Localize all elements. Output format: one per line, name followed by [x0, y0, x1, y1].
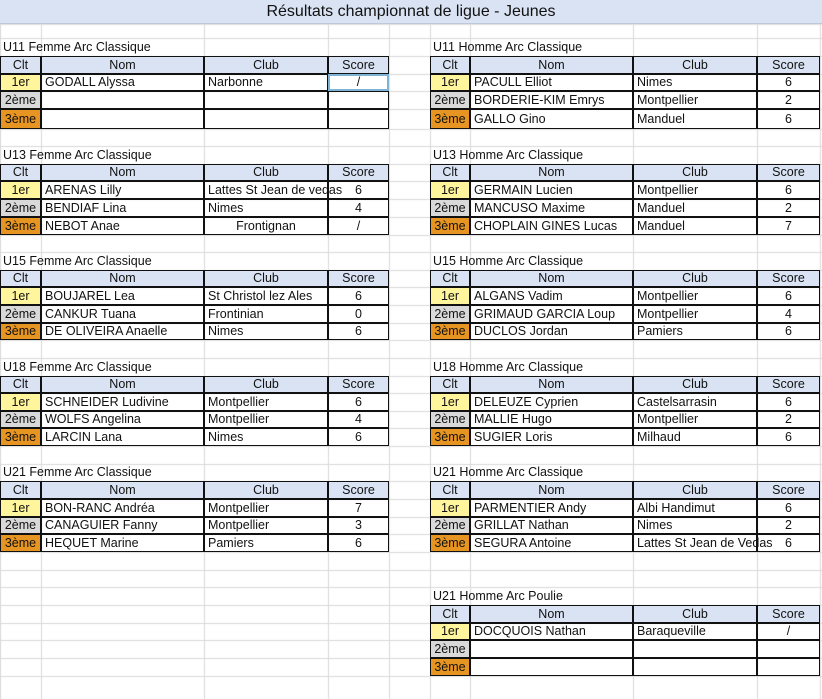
name-cell[interactable]: SCHNEIDER Ludivine [41, 393, 204, 411]
club-cell[interactable]: Nimes [204, 428, 328, 446]
club-cell[interactable]: Nimes [633, 74, 757, 91]
club-cell[interactable]: Narbonne [204, 74, 328, 91]
name-cell[interactable]: SUGIER Loris [470, 428, 633, 446]
sheet-title[interactable]: Résultats championnat de ligue - Jeunes [0, 0, 822, 24]
header-club[interactable]: Club [204, 164, 328, 181]
score-cell[interactable] [757, 640, 820, 658]
rank-cell[interactable]: 1er [430, 74, 470, 91]
section-title[interactable]: U11 Homme Arc Classique [433, 39, 583, 54]
club-cell[interactable]: Albi Handimut [633, 499, 757, 517]
header-clt[interactable]: Clt [0, 56, 41, 74]
score-cell[interactable]: 6 [757, 534, 820, 552]
name-cell[interactable] [41, 91, 204, 109]
header-nom[interactable]: Nom [41, 56, 204, 74]
name-cell[interactable]: GERMAIN Lucien [470, 181, 633, 199]
name-cell[interactable]: GRIMAUD GARCIA Loup [470, 305, 633, 323]
header-clt[interactable]: Clt [430, 56, 470, 74]
rank-cell[interactable]: 1er [0, 74, 41, 91]
club-cell[interactable]: Manduel [633, 199, 757, 217]
name-cell[interactable] [470, 658, 633, 676]
score-cell[interactable]: 6 [328, 534, 389, 552]
rank-cell[interactable]: 2ème [0, 517, 41, 534]
rank-cell[interactable]: 2ème [0, 305, 41, 323]
score-cell[interactable] [328, 91, 389, 109]
score-cell[interactable]: 2 [757, 199, 820, 217]
rank-cell[interactable]: 1er [430, 393, 470, 411]
rank-cell[interactable]: 1er [0, 393, 41, 411]
club-cell[interactable]: Pamiers [204, 534, 328, 552]
header-clt[interactable]: Clt [0, 376, 41, 393]
club-cell[interactable]: Castelsarrasin [633, 393, 757, 411]
name-cell[interactable]: DUCLOS Jordan [470, 323, 633, 340]
rank-cell[interactable]: 1er [430, 623, 470, 640]
club-cell[interactable]: Frontinian [204, 305, 328, 323]
score-cell[interactable]: 4 [757, 305, 820, 323]
rank-cell[interactable]: 1er [430, 499, 470, 517]
club-cell[interactable] [204, 91, 328, 109]
header-score[interactable]: Score [328, 164, 389, 181]
club-cell[interactable]: Baraqueville [633, 623, 757, 640]
rank-cell[interactable]: 2ème [430, 305, 470, 323]
header-nom[interactable]: Nom [41, 270, 204, 287]
rank-cell[interactable]: 2ème [430, 199, 470, 217]
header-score[interactable]: Score [757, 164, 820, 181]
rank-cell[interactable]: 3ème [430, 428, 470, 446]
header-nom[interactable]: Nom [41, 376, 204, 393]
club-cell[interactable]: Manduel [633, 109, 757, 129]
header-clt[interactable]: Clt [430, 605, 470, 623]
club-cell[interactable]: Montpellier [633, 91, 757, 109]
name-cell[interactable]: BON-RANC Andréa [41, 499, 204, 517]
header-club[interactable]: Club [204, 481, 328, 499]
header-score[interactable]: Score [757, 481, 820, 499]
header-score[interactable]: Score [328, 376, 389, 393]
score-cell[interactable]: 6 [757, 74, 820, 91]
name-cell[interactable]: BENDIAF Lina [41, 199, 204, 217]
header-club[interactable]: Club [633, 376, 757, 393]
rank-cell[interactable]: 2ème [0, 411, 41, 428]
name-cell[interactable]: PACULL Elliot [470, 74, 633, 91]
club-cell[interactable]: Montpellier [633, 305, 757, 323]
club-cell[interactable]: Milhaud [633, 428, 757, 446]
header-nom[interactable]: Nom [470, 605, 633, 623]
rank-cell[interactable]: 2ème [430, 640, 470, 658]
score-cell[interactable]: 4 [328, 411, 389, 428]
score-cell[interactable]: 7 [757, 217, 820, 235]
header-score[interactable]: Score [328, 481, 389, 499]
rank-cell[interactable]: 2ème [430, 517, 470, 534]
name-cell[interactable]: SEGURA Antoine [470, 534, 633, 552]
name-cell[interactable]: MALLIE Hugo [470, 411, 633, 428]
header-nom[interactable]: Nom [470, 164, 633, 181]
rank-cell[interactable]: 1er [0, 287, 41, 305]
header-club[interactable]: Club [204, 376, 328, 393]
section-title[interactable]: U18 Femme Arc Classique [3, 359, 152, 374]
rank-cell[interactable]: 3ème [0, 109, 41, 129]
score-cell[interactable]: 6 [328, 181, 389, 199]
section-title[interactable]: U21 Homme Arc Poulie [433, 588, 563, 603]
section-title[interactable]: U15 Homme Arc Classique [433, 253, 584, 268]
rank-cell[interactable]: 1er [430, 181, 470, 199]
name-cell[interactable]: DOCQUOIS Nathan [470, 623, 633, 640]
rank-cell[interactable]: 3ème [430, 658, 470, 676]
score-cell[interactable] [328, 109, 389, 129]
score-cell[interactable]: 0 [328, 305, 389, 323]
section-title[interactable]: U13 Homme Arc Classique [433, 147, 584, 162]
header-club[interactable]: Club [633, 481, 757, 499]
name-cell[interactable]: DELEUZE Cyprien [470, 393, 633, 411]
header-nom[interactable]: Nom [470, 481, 633, 499]
score-cell[interactable]: 7 [328, 499, 389, 517]
score-cell[interactable]: 2 [757, 91, 820, 109]
header-clt[interactable]: Clt [0, 270, 41, 287]
name-cell[interactable]: MANCUSO Maxime [470, 199, 633, 217]
header-clt[interactable]: Clt [430, 481, 470, 499]
score-cell[interactable]: / [328, 217, 389, 235]
name-cell[interactable]: CANAGUIER Fanny [41, 517, 204, 534]
header-score[interactable]: Score [328, 56, 389, 74]
score-cell[interactable]: 2 [757, 517, 820, 534]
club-cell[interactable]: Montpellier [204, 499, 328, 517]
rank-cell[interactable]: 3ème [430, 534, 470, 552]
name-cell[interactable]: ALGANS Vadim [470, 287, 633, 305]
club-cell[interactable]: Montpellier [204, 411, 328, 428]
header-club[interactable]: Club [204, 270, 328, 287]
score-cell[interactable] [757, 658, 820, 676]
club-cell[interactable]: Frontignan [204, 217, 328, 235]
header-club[interactable]: Club [633, 56, 757, 74]
score-cell[interactable]: 6 [757, 393, 820, 411]
score-cell[interactable]: 4 [328, 199, 389, 217]
club-cell[interactable]: Montpellier [204, 517, 328, 534]
club-cell[interactable]: St Christol lez Ales [204, 287, 328, 305]
name-cell[interactable] [470, 640, 633, 658]
score-cell[interactable]: 6 [328, 393, 389, 411]
name-cell[interactable]: CHOPLAIN GINES Lucas [470, 217, 633, 235]
name-cell[interactable]: ARENAS Lilly [41, 181, 204, 199]
rank-cell[interactable]: 2ème [0, 91, 41, 109]
club-cell[interactable]: Montpellier [633, 287, 757, 305]
club-cell[interactable]: Montpellier [633, 411, 757, 428]
rank-cell[interactable]: 3ème [0, 534, 41, 552]
section-title[interactable]: U13 Femme Arc Classique [3, 147, 152, 162]
rank-cell[interactable]: 1er [430, 287, 470, 305]
header-nom[interactable]: Nom [41, 481, 204, 499]
header-score[interactable]: Score [757, 376, 820, 393]
club-cell[interactable] [204, 109, 328, 129]
club-cell[interactable]: Lattes St Jean de Vedas [633, 534, 757, 552]
score-cell[interactable]: 6 [328, 428, 389, 446]
header-clt[interactable]: Clt [430, 376, 470, 393]
score-cell[interactable]: 2 [757, 411, 820, 428]
club-cell[interactable] [633, 640, 757, 658]
rank-cell[interactable]: 1er [0, 499, 41, 517]
header-score[interactable]: Score [328, 270, 389, 287]
score-cell[interactable]: 6 [757, 428, 820, 446]
header-score[interactable]: Score [757, 56, 820, 74]
rank-cell[interactable]: 1er [0, 181, 41, 199]
club-cell[interactable]: Montpellier [633, 181, 757, 199]
club-cell[interactable]: Pamiers [633, 323, 757, 340]
header-nom[interactable]: Nom [470, 376, 633, 393]
header-score[interactable]: Score [757, 605, 820, 623]
header-clt[interactable]: Clt [430, 164, 470, 181]
header-clt[interactable]: Clt [0, 481, 41, 499]
header-nom[interactable]: Nom [470, 56, 633, 74]
section-title[interactable]: U21 Homme Arc Classique [433, 465, 584, 480]
rank-cell[interactable]: 2ème [430, 91, 470, 109]
score-cell[interactable]: 6 [757, 287, 820, 305]
section-title[interactable]: U21 Femme Arc Classique [3, 465, 152, 480]
score-cell[interactable]: 6 [328, 323, 389, 340]
header-club[interactable]: Club [633, 605, 757, 623]
club-cell[interactable]: Nimes [633, 517, 757, 534]
header-score[interactable]: Score [757, 270, 820, 287]
score-cell[interactable]: 6 [328, 287, 389, 305]
name-cell[interactable]: LARCIN Lana [41, 428, 204, 446]
name-cell[interactable]: NEBOT Anae [41, 217, 204, 235]
club-cell[interactable]: Nimes [204, 199, 328, 217]
club-cell[interactable]: Nimes [204, 323, 328, 340]
score-cell[interactable]: 6 [757, 109, 820, 129]
header-club[interactable]: Club [633, 164, 757, 181]
header-clt[interactable]: Clt [0, 164, 41, 181]
section-title[interactable]: U18 Homme Arc Classique [433, 359, 584, 374]
rank-cell[interactable]: 3ème [0, 217, 41, 235]
name-cell[interactable]: BOUJAREL Lea [41, 287, 204, 305]
name-cell[interactable] [41, 109, 204, 129]
header-nom[interactable]: Nom [41, 164, 204, 181]
name-cell[interactable]: HEQUET Marine [41, 534, 204, 552]
club-cell[interactable]: Montpellier [204, 393, 328, 411]
rank-cell[interactable]: 3ème [430, 323, 470, 340]
rank-cell[interactable]: 3ème [430, 217, 470, 235]
club-cell[interactable]: Manduel [633, 217, 757, 235]
name-cell[interactable]: BORDERIE-KIM Emrys [470, 91, 633, 109]
score-cell[interactable]: / [757, 623, 820, 640]
header-nom[interactable]: Nom [470, 270, 633, 287]
header-clt[interactable]: Clt [430, 270, 470, 287]
header-club[interactable]: Club [633, 270, 757, 287]
name-cell[interactable]: PARMENTIER Andy [470, 499, 633, 517]
rank-cell[interactable]: 2ème [0, 199, 41, 217]
section-title[interactable]: U11 Femme Arc Classique [3, 39, 151, 54]
rank-cell[interactable]: 3ème [0, 428, 41, 446]
club-cell[interactable]: Lattes St Jean de vedas [204, 181, 328, 199]
rank-cell[interactable]: 2ème [430, 411, 470, 428]
name-cell[interactable]: GODALL Alyssa [41, 74, 204, 91]
score-cell[interactable]: 6 [757, 499, 820, 517]
score-cell[interactable]: / [328, 74, 389, 91]
name-cell[interactable]: WOLFS Angelina [41, 411, 204, 428]
name-cell[interactable]: GRILLAT Nathan [470, 517, 633, 534]
section-title[interactable]: U15 Femme Arc Classique [3, 253, 152, 268]
rank-cell[interactable]: 3ème [0, 323, 41, 340]
name-cell[interactable]: CANKUR Tuana [41, 305, 204, 323]
club-cell[interactable] [633, 658, 757, 676]
name-cell[interactable]: GALLO Gino [470, 109, 633, 129]
header-club[interactable]: Club [204, 56, 328, 74]
rank-cell[interactable]: 3ème [430, 109, 470, 129]
score-cell[interactable]: 6 [757, 323, 820, 340]
score-cell[interactable]: 3 [328, 517, 389, 534]
name-cell[interactable]: DE OLIVEIRA Anaelle [41, 323, 204, 340]
score-cell[interactable]: 6 [757, 181, 820, 199]
